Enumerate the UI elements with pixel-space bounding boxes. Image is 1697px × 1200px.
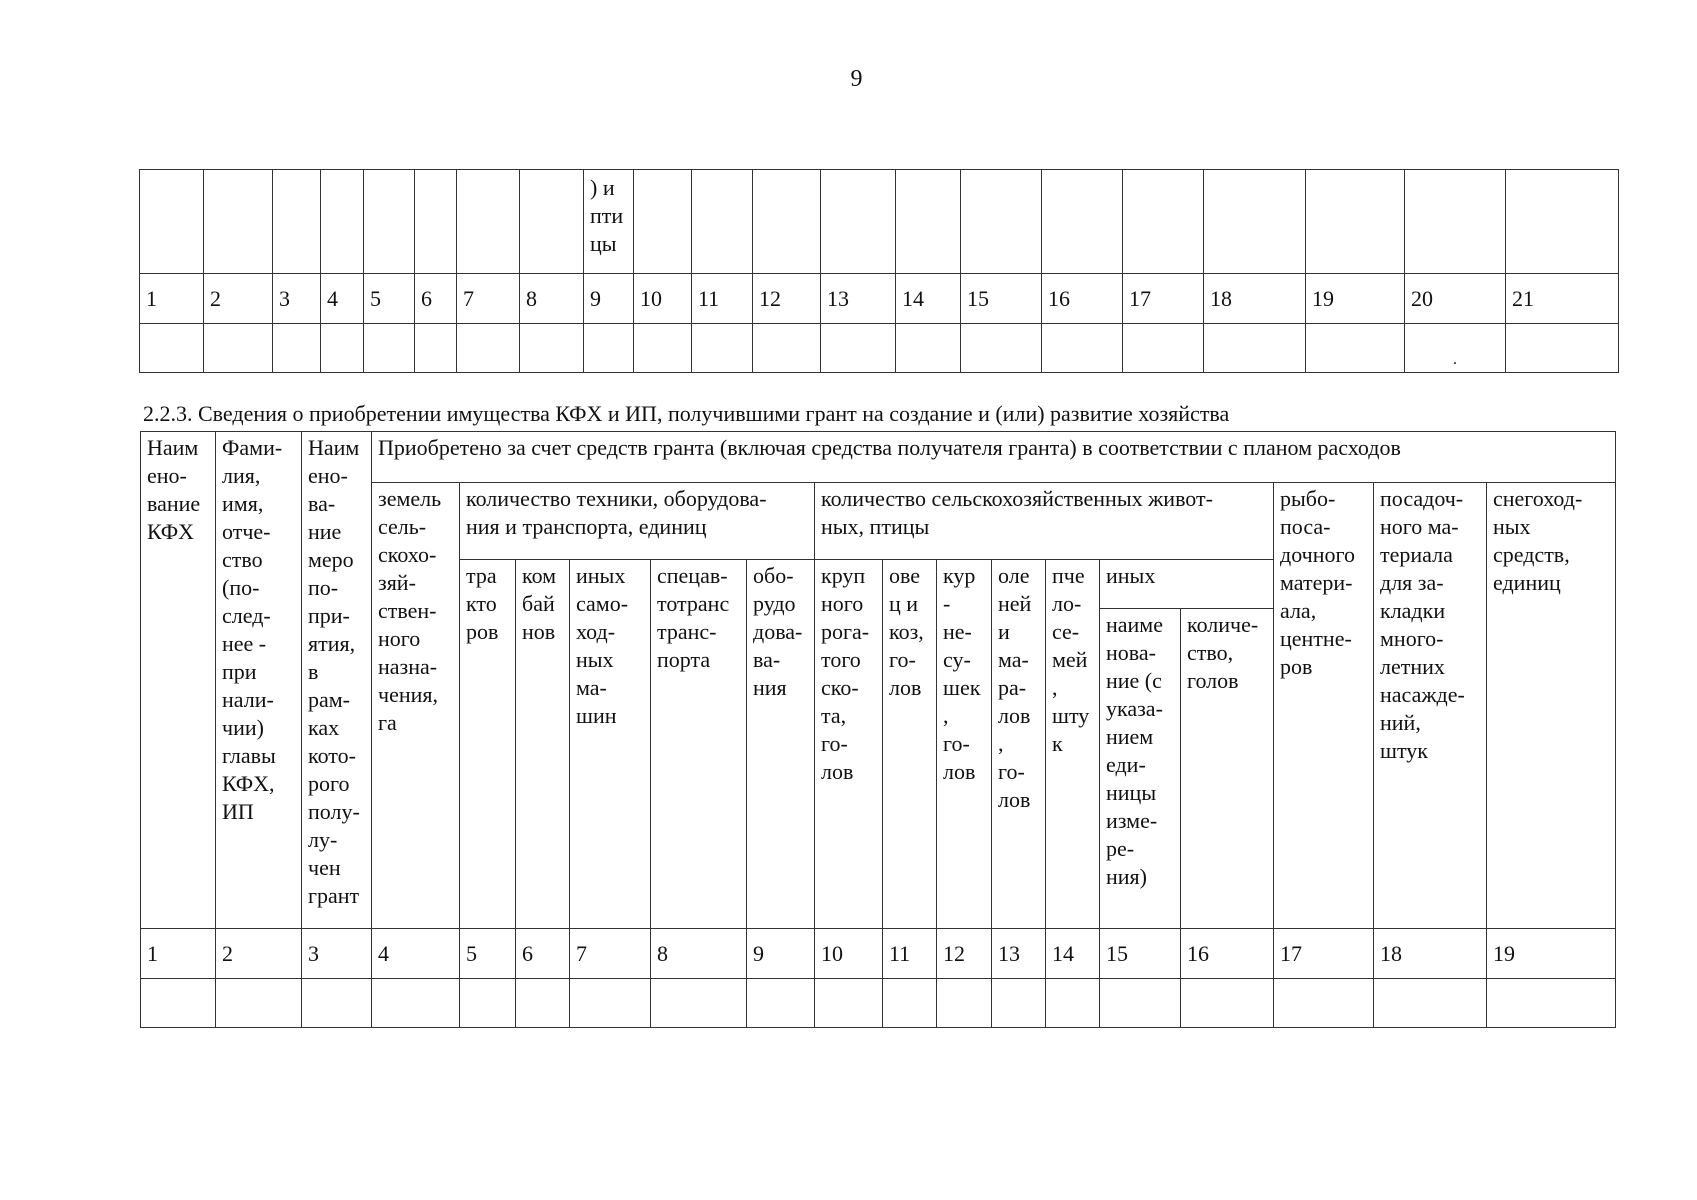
column-number: 19: [1306, 274, 1405, 324]
table1-empty-cell: [753, 324, 821, 373]
column-number: 2: [204, 274, 273, 324]
table1-header-cell: [140, 170, 204, 274]
table1-empty-cell: [1204, 324, 1306, 373]
column-number: 18: [1374, 929, 1487, 979]
column-number: 15: [1100, 929, 1181, 979]
column-number: 18: [1204, 274, 1306, 324]
table2-empty-cell: [216, 979, 302, 1028]
table2-empty-cell: [747, 979, 815, 1028]
table2-empty-cell: [1100, 979, 1181, 1028]
stray-dot-mark: .: [1453, 351, 1457, 368]
table1-header-cell: [821, 170, 896, 274]
table1-empty-cell: [1405, 324, 1506, 373]
table1-empty-cell: [364, 324, 415, 373]
table1-header-cell: [1506, 170, 1619, 274]
table1-empty-cell: [321, 324, 364, 373]
header-bee-colonies: пче ло- се- мей , шту к: [1046, 560, 1100, 929]
table2-empty-cell: [570, 979, 651, 1028]
column-number: 6: [516, 929, 570, 979]
table2-empty-cell: [1487, 979, 1616, 1028]
table1-empty-cell: [961, 324, 1042, 373]
table1-empty-cell: [1123, 324, 1204, 373]
column-number: 8: [651, 929, 747, 979]
table1-header-cell: [896, 170, 961, 274]
table1-number-row: [140, 274, 1619, 324]
column-number: 17: [1274, 929, 1374, 979]
table1-header-cell: [364, 170, 415, 274]
column-number: 1: [141, 929, 216, 979]
header-special-vehicles: спецав- тотранс транс- порта: [651, 560, 747, 929]
table1-header-cell: [1204, 170, 1306, 274]
column-number: 3: [302, 929, 372, 979]
column-number: 19: [1487, 929, 1616, 979]
header-other-quantity: количе- ство, голов: [1181, 609, 1274, 929]
column-number: 20: [1405, 274, 1506, 324]
table-continuation: [139, 169, 1619, 373]
header-event-name: Наим ено- ва- ние меро по- при- ятия, в рам- ках кото- рого полу- лу- чен грант: [302, 432, 372, 929]
property-acquisition-table: [140, 431, 1616, 1028]
table2-header-row-1: [141, 432, 1616, 483]
table1-empty-cell: [415, 324, 457, 373]
table2-empty-cell: [937, 979, 992, 1028]
table1-header-cell: [634, 170, 692, 274]
table1-empty-cell: [1506, 324, 1619, 373]
header-equipment: обо- рудо дова- ва- ния: [747, 560, 815, 929]
column-number: 15: [961, 274, 1042, 324]
table1-empty-cell: [692, 324, 753, 373]
table2-empty-cell: [992, 979, 1046, 1028]
table1-empty-row: [140, 324, 1619, 373]
column-number: 1: [140, 274, 204, 324]
table1-header-cell: [1306, 170, 1405, 274]
column-number: 4: [321, 274, 364, 324]
table1-empty-cell: [140, 324, 204, 373]
table1-empty-cell: [204, 324, 273, 373]
section-caption: 2.2.3. Сведения о приобретении имущества КФХ и ИП, получившими грант на создание и (или) развитие хозяйства: [143, 401, 1230, 426]
table2-empty-cell: [460, 979, 516, 1028]
table2-empty-cell: [1181, 979, 1274, 1028]
column-number: 14: [896, 274, 961, 324]
table1-header-row: [140, 170, 1619, 274]
table2-empty-cell: [302, 979, 372, 1028]
column-number: 11: [883, 929, 937, 979]
table1-header-cell: [204, 170, 273, 274]
table1-header-cell: [584, 170, 634, 274]
column-number: 9: [747, 929, 815, 979]
header-self-propelled: иных само- ход- ных ма- шин: [570, 560, 651, 929]
table2-empty-cell: [815, 979, 883, 1028]
table2-empty-row: [141, 979, 1616, 1028]
table1-empty-cell: [273, 324, 321, 373]
table1-empty-cell: [821, 324, 896, 373]
table2-empty-cell: [141, 979, 216, 1028]
table2-empty-cell: [516, 979, 570, 1028]
header-planting-material: посадоч- ного ма- териала для за- кладки много- летних насажде- ний, штук: [1374, 483, 1487, 929]
column-number: 9: [584, 274, 634, 324]
table1-header-cell: [457, 170, 520, 274]
table1-empty-cell: [1042, 324, 1123, 373]
header-other-animals: иных: [1100, 560, 1274, 609]
column-number: 10: [815, 929, 883, 979]
column-number: 13: [992, 929, 1046, 979]
column-number: 12: [753, 274, 821, 324]
table2-empty-cell: [1374, 979, 1487, 1028]
table1-fragment-text: ) и пти цы: [590, 175, 624, 256]
column-number: 4: [372, 929, 460, 979]
table1-header-cell: [520, 170, 584, 274]
table1-header-cell: [753, 170, 821, 274]
column-number: 5: [364, 274, 415, 324]
table1-header-cell: [1405, 170, 1506, 274]
table1-empty-cell: [584, 324, 634, 373]
column-number: 16: [1042, 274, 1123, 324]
table2-empty-cell: [1274, 979, 1374, 1028]
header-tractors: тра кто ров: [460, 560, 516, 929]
column-number: 5: [460, 929, 516, 979]
table2-empty-cell: [651, 979, 747, 1028]
column-number: 3: [273, 274, 321, 324]
table1-empty-cell: [457, 324, 520, 373]
header-cattle: круп ного рога- того ско- та, го- лов: [815, 560, 883, 929]
table1-empty-cell: [520, 324, 584, 373]
header-acquired-with-grant: Приобретено за счет средств гранта (включая средства получателя гранта) в соответствии с планом расходов: [372, 432, 1616, 483]
page-number: 9: [850, 66, 863, 92]
column-number: 6: [415, 274, 457, 324]
column-number: 11: [692, 274, 753, 324]
column-number: 7: [457, 274, 520, 324]
table1-header-cell: [321, 170, 364, 274]
header-combines: ком бай нов: [516, 560, 570, 929]
header-other-name: наиме нова- ние (с указа- нием еди- ницы изме- ре- ния): [1100, 609, 1181, 929]
column-number: 17: [1123, 274, 1204, 324]
table1-empty-cell: [1306, 324, 1405, 373]
header-agricultural-land: земель сель- скохо- зяй- ствен- ного назна- чения, га: [372, 483, 460, 929]
header-sheep-goats: ове ц и коз, го- лов: [883, 560, 937, 929]
column-number: 21: [1506, 274, 1619, 324]
table1-header-cell: [273, 170, 321, 274]
column-number: 7: [570, 929, 651, 979]
header-head-full-name: Фами- лия, имя, отче- ство (по- след- нее - при нали- чии) главы КФХ, ИП: [216, 432, 302, 929]
column-number: 16: [1181, 929, 1274, 979]
column-number: 10: [634, 274, 692, 324]
header-snowmobiles: снегоход- ных средств, единиц: [1487, 483, 1616, 929]
column-number: 12: [937, 929, 992, 979]
header-animals-quantity: количество сельскохозяйственных живот- ных, птицы: [815, 483, 1274, 560]
column-number: 8: [520, 274, 584, 324]
header-deer: оле ней и ма- ра- лов , го- лов: [992, 560, 1046, 929]
header-machinery-quantity: количество техники, оборудова- ния и транспорта, единиц: [460, 483, 815, 560]
table1-empty-cell: [896, 324, 961, 373]
column-number: 2: [216, 929, 302, 979]
table1-header-cell: [692, 170, 753, 274]
table1-header-cell: [1123, 170, 1204, 274]
header-fish-stock: рыбо- поса- дочного матери- ала, центне- ров: [1274, 483, 1374, 929]
table2-empty-cell: [372, 979, 460, 1028]
table2-empty-cell: [883, 979, 937, 1028]
table2-empty-cell: [1046, 979, 1100, 1028]
table1-empty-cell: [634, 324, 692, 373]
column-number: 14: [1046, 929, 1100, 979]
header-farm-name: Наим ено- вание КФХ: [141, 432, 216, 929]
table1-header-cell: [961, 170, 1042, 274]
header-laying-hens: кур - не- су- шек , го- лов: [937, 560, 992, 929]
table1-header-cell: [1042, 170, 1123, 274]
column-number: 13: [821, 274, 896, 324]
table2-number-row: [141, 929, 1616, 979]
table1-header-cell: [415, 170, 457, 274]
